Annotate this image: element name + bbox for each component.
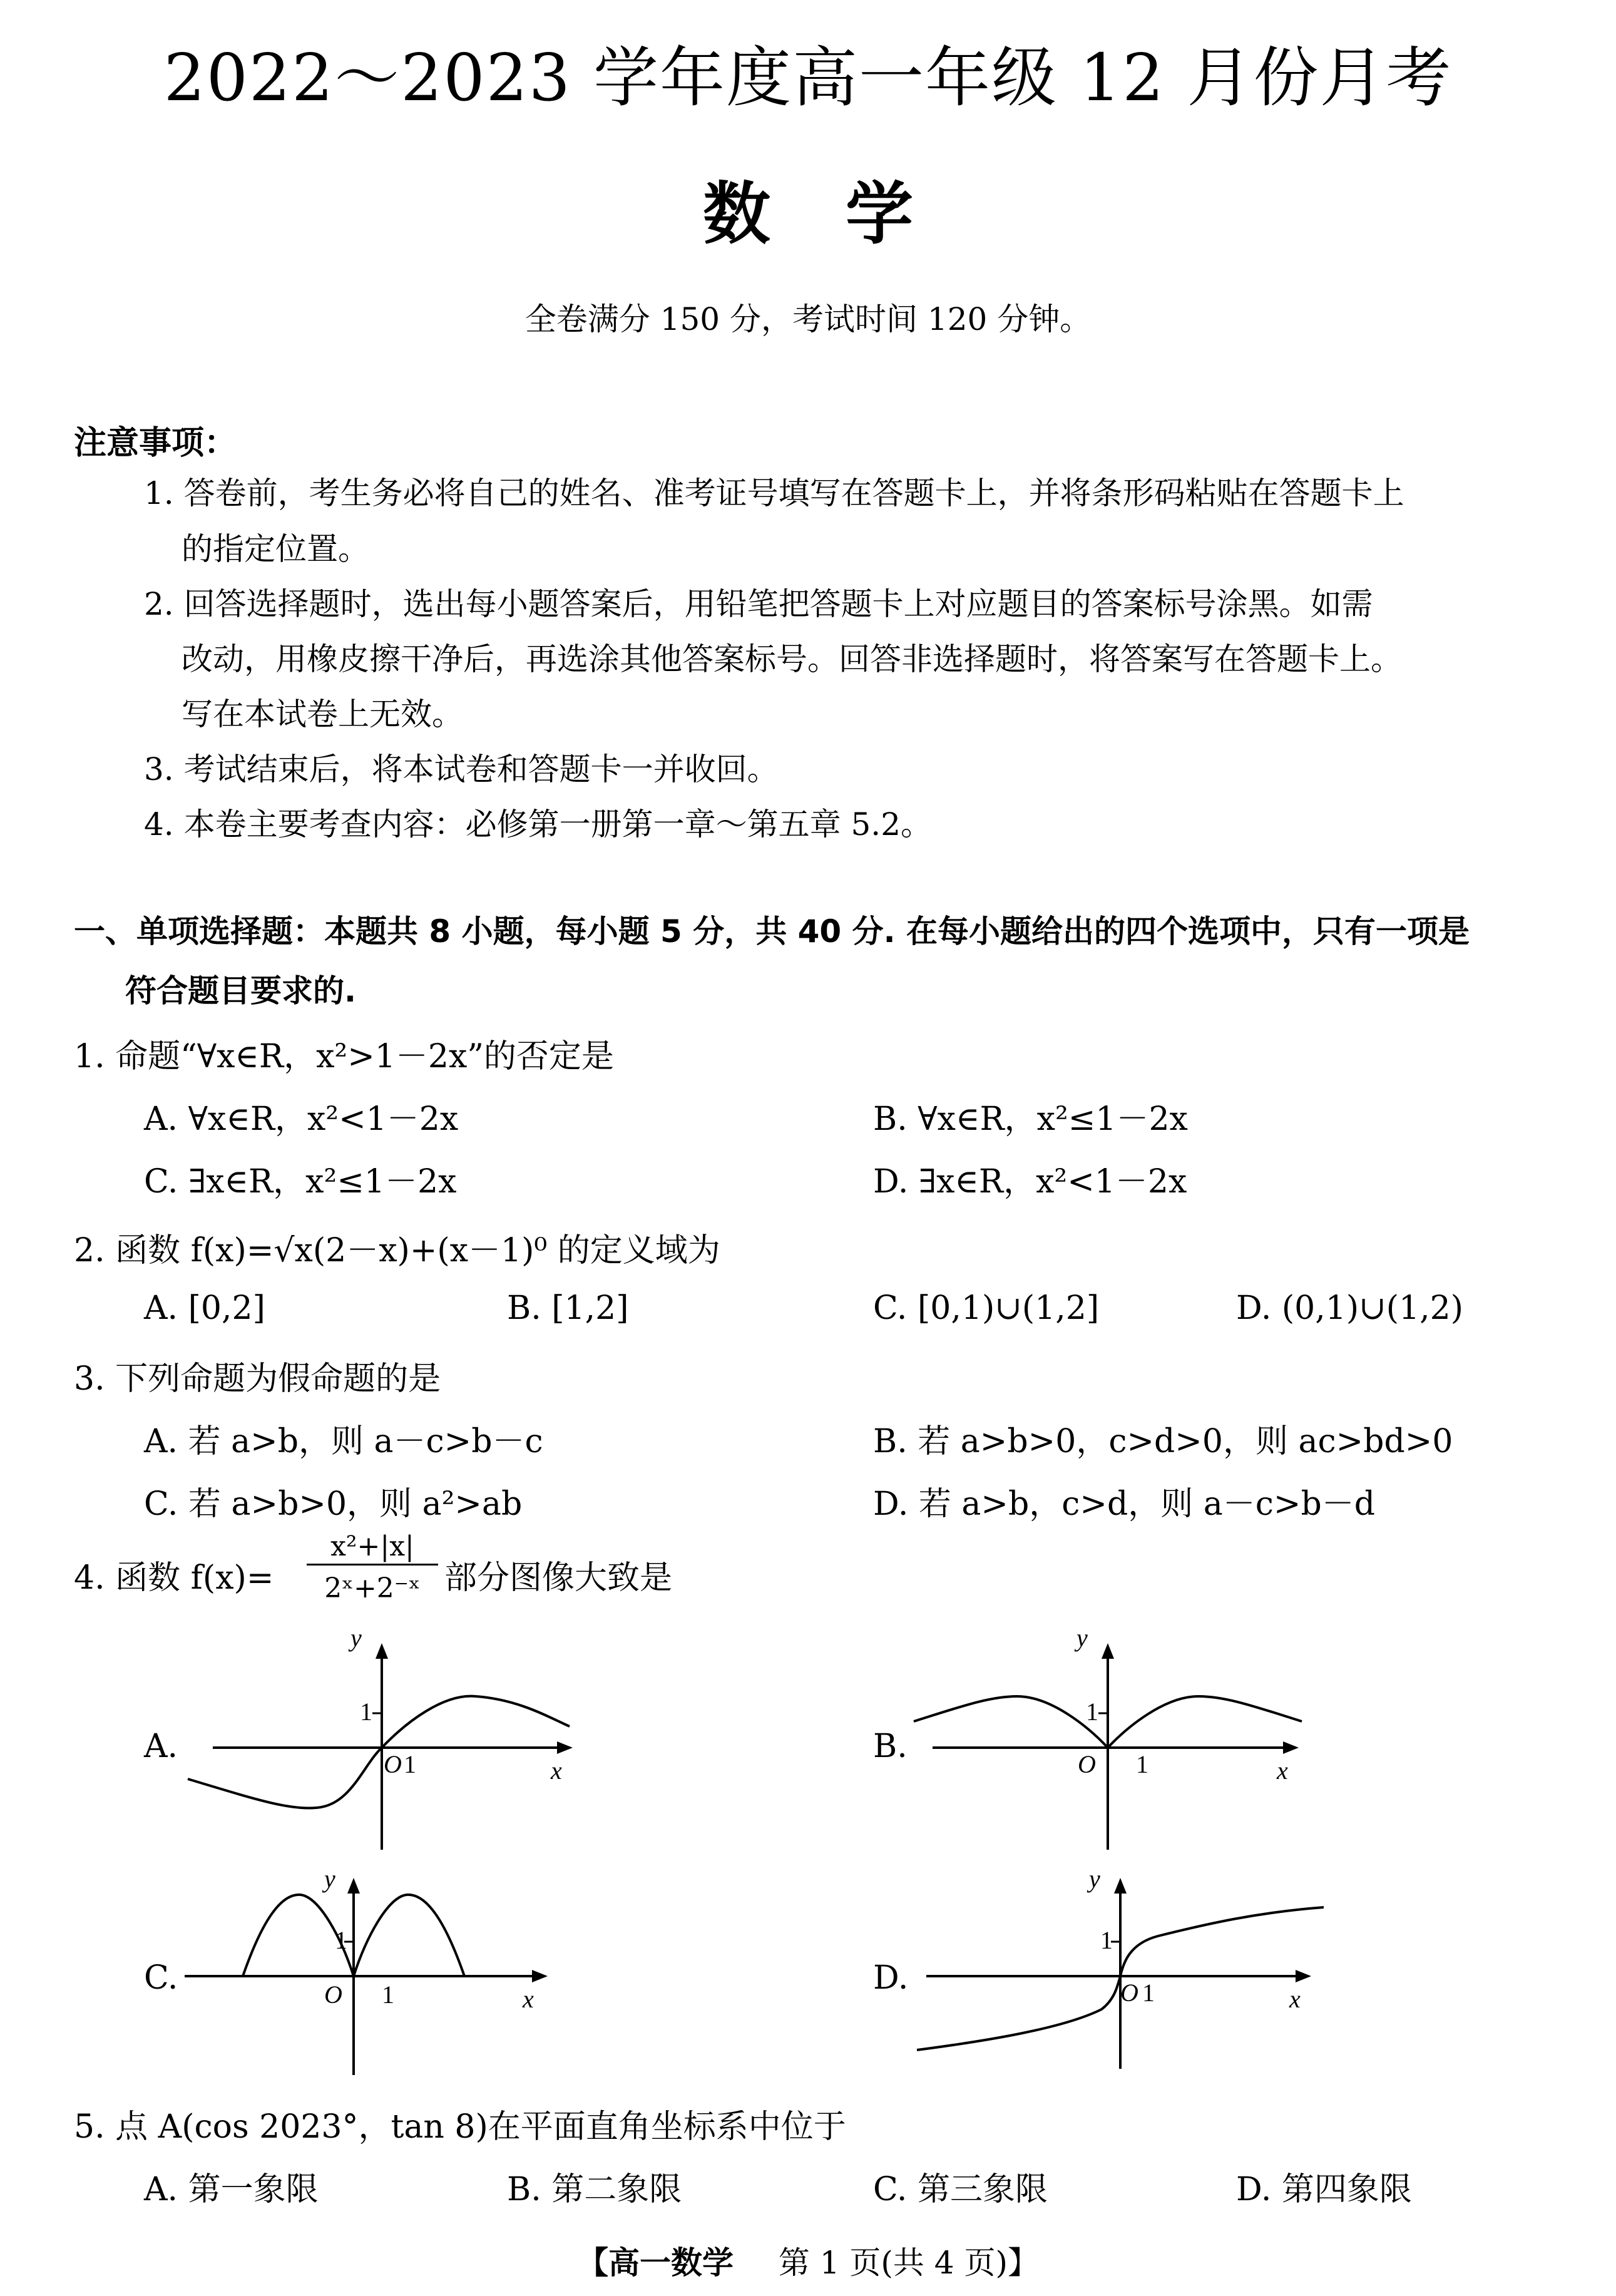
q2-option-d: D. (0,1)∪(1,2) [1236,1289,1464,1327]
y-axis-arrow-icon [1102,1643,1114,1659]
q4-option-a-label: A. [144,1728,178,1765]
x-axis-arrow-icon [1296,1970,1311,1982]
q4-option-c-label: C. [144,1959,178,1997]
y-label: y [1076,1624,1088,1652]
q2-stem: 2. 函数 f(x)=√x(2－x)+(x－1)⁰ 的定义域为 [74,1232,720,1269]
x-tick-label: 1 [404,1750,416,1778]
notice-line-7: 4. 本卷主要考查内容：必修第一册第一章～第五章 5.2。 [144,806,933,843]
q4-stem-prefix: 4. 函数 f(x)= [74,1559,274,1597]
origin-label: O [384,1750,402,1778]
q1-stem: 1. 命题“∀x∈R，x²>1－2x”的否定是 [74,1038,614,1075]
q3-option-a: A. 若 a>b，则 a－c>b－c [144,1423,543,1460]
q4-graph-a [182,1624,595,1853]
section-1-heading: 一、单项选择题：本题共 8 小题，每小题 5 分，共 40 分. 在每小题给出的四个选项中，只有一项是 [74,913,1470,950]
q4-stem-suffix: 部分图像大致是 [444,1559,673,1597]
origin-label: O [324,1981,342,2009]
q3-option-c: C. 若 a>b>0，则 a²>ab [144,1485,523,1523]
notice-line-2: 的指定位置。 [182,531,369,567]
notice-line-6: 3. 考试结束后，将本试卷和答题卡一并收回。 [144,751,779,787]
q3-stem: 3. 下列命题为假命题的是 [74,1360,441,1398]
q3-option-d: D. 若 a>b，c>d，则 a－c>b－d [873,1485,1376,1523]
q2-option-b: B. [1,2] [507,1289,629,1327]
q4-fraction-numerator: x²+|x| [307,1530,438,1566]
x-tick-label: 1 [382,1981,394,2009]
q4-graph-c [182,1865,557,2075]
exam-info: 全卷满分 150 分，考试时间 120 分钟。 [524,301,1092,337]
q5-option-c: C. 第三象限 [873,2171,1048,2208]
y-tick-label: 1 [360,1698,372,1726]
q5-option-d: D. 第四象限 [1236,2171,1412,2208]
x-label: x [1289,1985,1301,2013]
q1-option-a: A. ∀x∈R，x²<1－2x [144,1100,459,1138]
y-axis-arrow-icon [1114,1878,1127,1894]
notice-heading: 注意事项： [74,424,237,462]
y-label: y [1089,1865,1100,1893]
q1-option-c: C. ∃x∈R，x²≤1－2x [144,1163,457,1201]
q5-option-b: B. 第二象限 [507,2171,682,2208]
y-axis-arrow-icon [376,1643,388,1659]
y-axis-arrow-icon [347,1878,360,1894]
y-tick-label: 1 [1086,1698,1098,1726]
page-footer [0,2238,1616,2283]
origin-label: O [1120,1979,1138,2007]
x-tick-label: 1 [1142,1979,1155,2007]
y-label: y [350,1624,362,1652]
notice-line-5: 写在本试卷上无效。 [182,696,463,732]
x-label: x [1277,1756,1288,1785]
x-tick-label: 1 [1136,1750,1148,1778]
q4-option-b-label: B. [873,1728,908,1765]
q3-option-b: B. 若 a>b>0，c>d>0，则 ac>bd>0 [873,1423,1453,1460]
x-label: x [551,1756,562,1785]
q2-option-c: C. [0,1)∪(1,2] [873,1289,1100,1327]
footer-page-number: 第 1 页(共 4 页)】 [778,2245,1040,2281]
notice-line-3: 2. 回答选择题时，选出每小题答案后，用铅笔把答题卡上对应题目的答案标号涂黑。如需 [144,586,1373,622]
q5-option-a: A. 第一象限 [144,2171,319,2208]
subject-title: 数学 [702,175,988,254]
y-label: y [324,1865,335,1893]
x-axis-arrow-icon [532,1970,548,1982]
footer-course: 【高一数学 [576,2245,734,2281]
q2-option-a: A. [0,2] [144,1289,265,1327]
x-axis-arrow-icon [1283,1741,1299,1754]
section-1-heading-cont: 符合题目要求的. [125,973,356,1009]
q4-option-d-label: D. [873,1959,909,1997]
x-axis-arrow-icon [557,1741,573,1754]
notice-line-4: 改动，用橡皮擦干净后，再选涂其他答案标号。回答非选择题时，将答案写在答题卡上。 [182,641,1402,677]
notice-line-1: 1. 答卷前，考生务必将自己的姓名、准考证号填写在答题卡上，并将条形码粘贴在答题卡上 [144,475,1404,511]
q4-graph-b [908,1624,1321,1853]
q5-stem: 5. 点 A(cos 2023°，tan 8)在平面直角坐标系中位于 [74,2108,846,2146]
y-tick-label: 1 [1100,1926,1113,1954]
q4-fraction-denominator: 2ˣ+2⁻ˣ [324,1572,421,1604]
exam-title: 2022～2023 学年度高一年级 12 月份月考 [163,39,1453,116]
x-label: x [523,1985,534,2013]
y-tick-label: 1 [335,1926,347,1954]
q1-option-d: D. ∃x∈R，x²<1－2x [873,1163,1187,1201]
origin-label: O [1078,1750,1096,1778]
q4-graph-d [908,1865,1346,2075]
q1-option-b: B. ∀x∈R，x²≤1－2x [873,1100,1188,1138]
